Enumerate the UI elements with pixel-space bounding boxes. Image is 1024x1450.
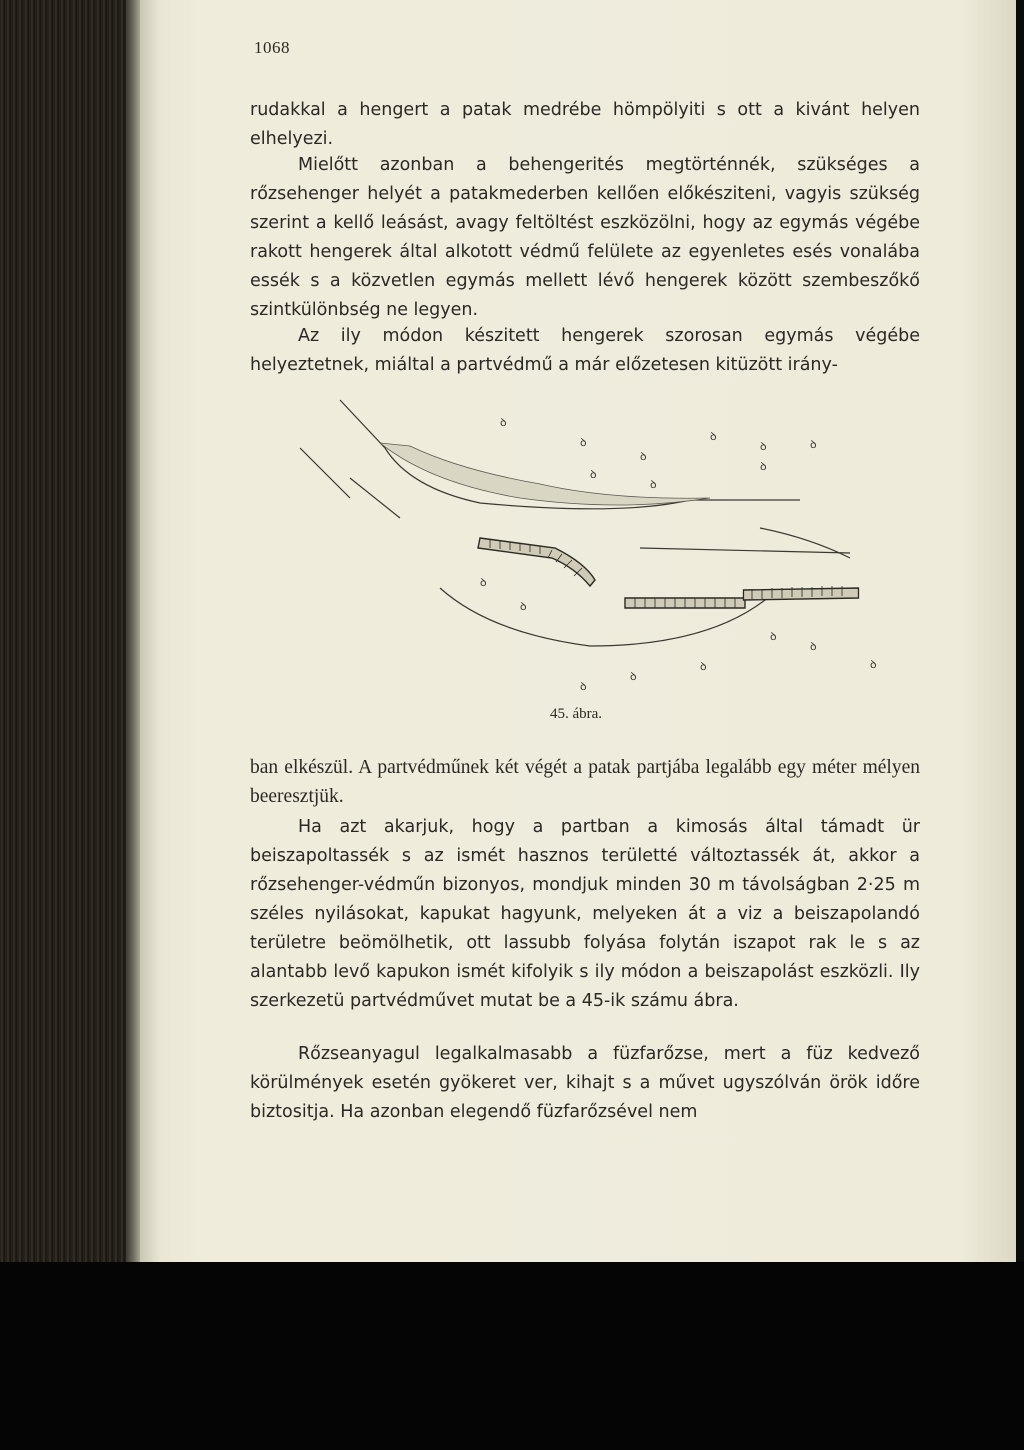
svg-text:ꝺ: ꝺ: [650, 479, 657, 491]
svg-text:ꝺ: ꝺ: [480, 577, 487, 589]
bank-line-right: [760, 528, 850, 558]
svg-text:ꝺ: ꝺ: [590, 469, 597, 481]
svg-text:ꝺ: ꝺ: [630, 671, 637, 683]
svg-text:ꝺ: ꝺ: [710, 431, 717, 443]
page-number: 1068: [254, 38, 290, 57]
book-page: [140, 0, 1016, 1262]
svg-text:ꝺ: ꝺ: [810, 439, 817, 451]
svg-text:ꝺ: ꝺ: [580, 681, 587, 693]
svg-text:ꝺ: ꝺ: [500, 417, 507, 429]
bank-line-outer-left-2: [350, 478, 400, 518]
figure-caption: 45. ábra.: [550, 706, 603, 722]
paragraph-2: Mielőtt azonban a behengerités megtörténnék, szükséges a rőzsehenger helyét a patakmederben kellően előkésziteni, vagyis szükség szerint a kellő leásást, avagy feltöltést eszközölni, hogy az egymás végébe rakott hengerek által alkotott védmű felülete az egyenletes esés vonalába essék s a közvetlen egymás mellett lévő hengerek között szembeszőkő szintkülönbség ne legyen.: [250, 155, 920, 320]
paragraph-5: Ha azt akarjuk, hogy a partban a kimosás által támadt ür beiszapoltassék s az ismét hasznos területté változtassék át, akkor a rőzsehenger-védműn bizonyos, mondjuk minden 30 m távolságban 2·25 m széles nyilásokat, kapukat hagyunk, melyeken át a viz a beiszapolandó területre beömölhetik, ott lassubb folyása folytán iszapot rak le s az alantabb levő kapukon ismét kifolyik s ily módon a beiszapolást eszközli. Ily szerkezetü partvédművet mutat be a 45-ik számu ábra.: [250, 817, 920, 1011]
bank-line-lower-2: [640, 548, 850, 553]
figure-illustration: [290, 388, 877, 700]
sediment-deposit: [380, 443, 710, 505]
paragraph-3: Az ily módon készitett hengerek szorosan egymás végébe helyeztetnek, miáltal a partvédmű a már előzetesen kitüzött irány-: [250, 326, 920, 375]
paragraph-6: Rőzseanyagul legalkalmasabb a füzfarőzse, mert a füz kedvező körülmények esetén gyökeret ver, kihajt s a művet ugyszólván örök időre biztositja. Ha azonban elegendő füzfarőzsével nem: [250, 1044, 920, 1122]
bank-line-outer-left: [300, 448, 350, 498]
svg-text:ꝺ: ꝺ: [870, 659, 877, 671]
svg-text:ꝺ: ꝺ: [770, 631, 777, 643]
svg-text:ꝺ: ꝺ: [810, 641, 817, 653]
fascine-roll-1: [478, 538, 595, 586]
svg-text:ꝺ: ꝺ: [760, 441, 767, 453]
fascine-roll-3: [743, 588, 858, 600]
svg-text:ꝺ: ꝺ: [640, 451, 647, 463]
bank-line-lower: [440, 588, 770, 646]
svg-text:ꝺ: ꝺ: [520, 601, 527, 613]
svg-text:ꝺ: ꝺ: [580, 437, 587, 449]
paragraph-4: ban elkészül. A partvédműnek két végét a patak partjába legalább egy méter mélyen beeresztjük.: [250, 757, 920, 807]
svg-text:ꝺ: ꝺ: [700, 661, 707, 673]
book-spine-edge: [0, 0, 140, 1262]
svg-text:ꝺ: ꝺ: [760, 461, 767, 473]
paragraph-1: rudakkal a hengert a patak medrébe hömpölyiti s ott a kivánt helyen elhelyezi.: [250, 100, 920, 149]
scan-background: [0, 1262, 1024, 1450]
